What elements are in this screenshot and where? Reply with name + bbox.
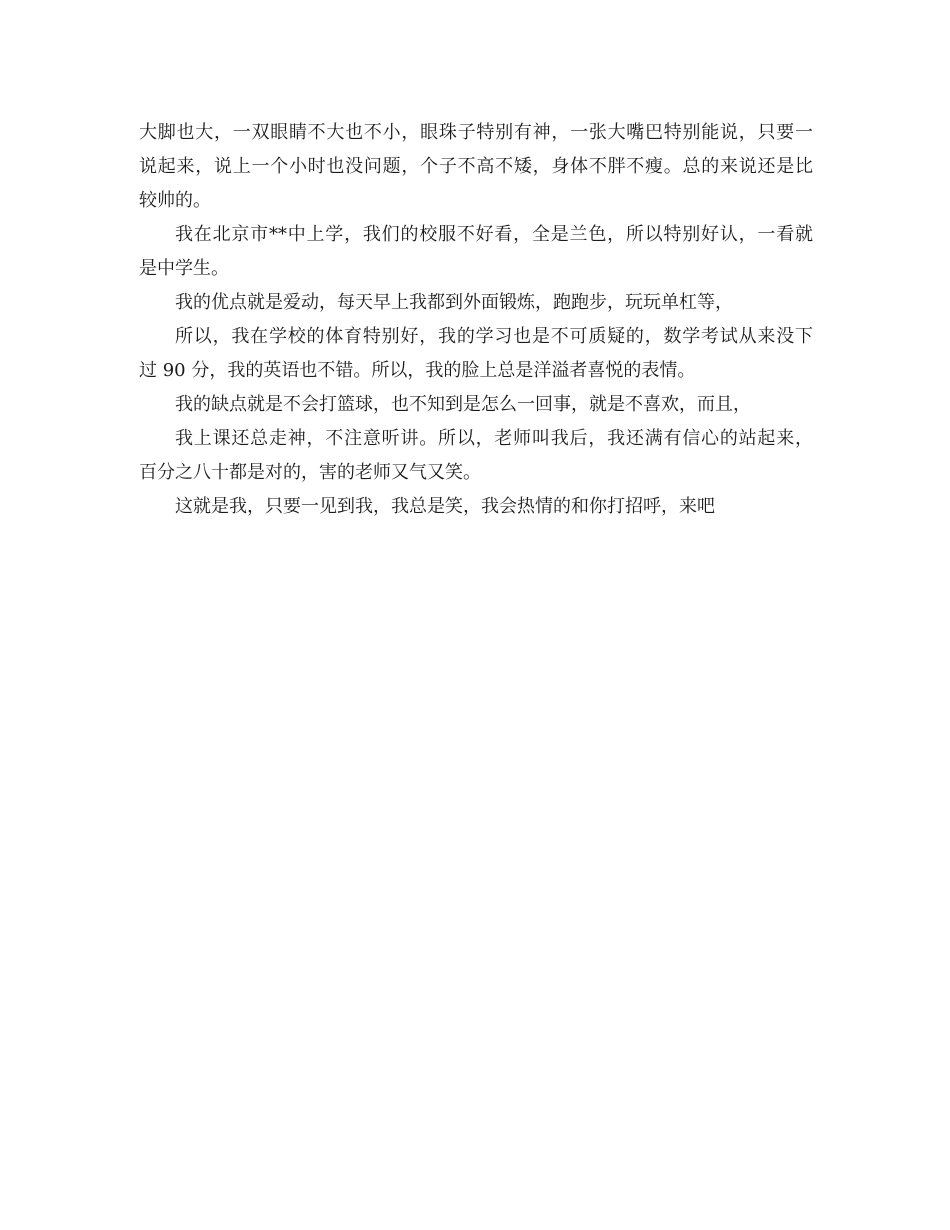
text-line: 过 90 分，我的英语也不错。所以，我的脸上总是洋溢者喜悦的表情。 — [139, 360, 696, 381]
paragraph-start-line: 我的优点就是爱动，每天早上我都到外面锻炼，跑跑步，玩玩单杠等， — [175, 292, 733, 313]
text-line: 说起来，说上一个小时也没问题，个子不高不矮，身体不胖不瘦。总的来说还是比 — [139, 156, 813, 177]
paragraph-start-line: 所以，我在学校的体育特别好，我的学习也是不可质疑的，数学考试从来没下 — [175, 326, 813, 347]
paragraph-start-line: 我在北京市**中上学，我们的校服不好看，全是兰色，所以特别好认，一看就 — [175, 224, 813, 245]
paragraph-start-line: 这就是我，只要一见到我，我总是笑，我会热情的和你打招呼，来吧 — [175, 496, 715, 517]
text-line: 百分之八十都是对的，害的老师又气又笑。 — [139, 462, 481, 483]
document-body — [139, 116, 813, 524]
paragraph-start-line: 我上课还总走神，不注意听讲。所以，老师叫我后，我还满有信心的站起来， — [175, 428, 813, 449]
text-line: 是中学生。 — [139, 258, 229, 279]
text-line: 大脚也大，一双眼睛不大也不小，眼珠子特别有神，一张大嘴巴特别能说，只要一 — [139, 122, 813, 143]
text-line: 较帅的。 — [139, 190, 211, 211]
paragraph-start-line: 我的缺点就是不会打篮球，也不知到是怎么一回事，就是不喜欢，而且， — [175, 394, 751, 415]
